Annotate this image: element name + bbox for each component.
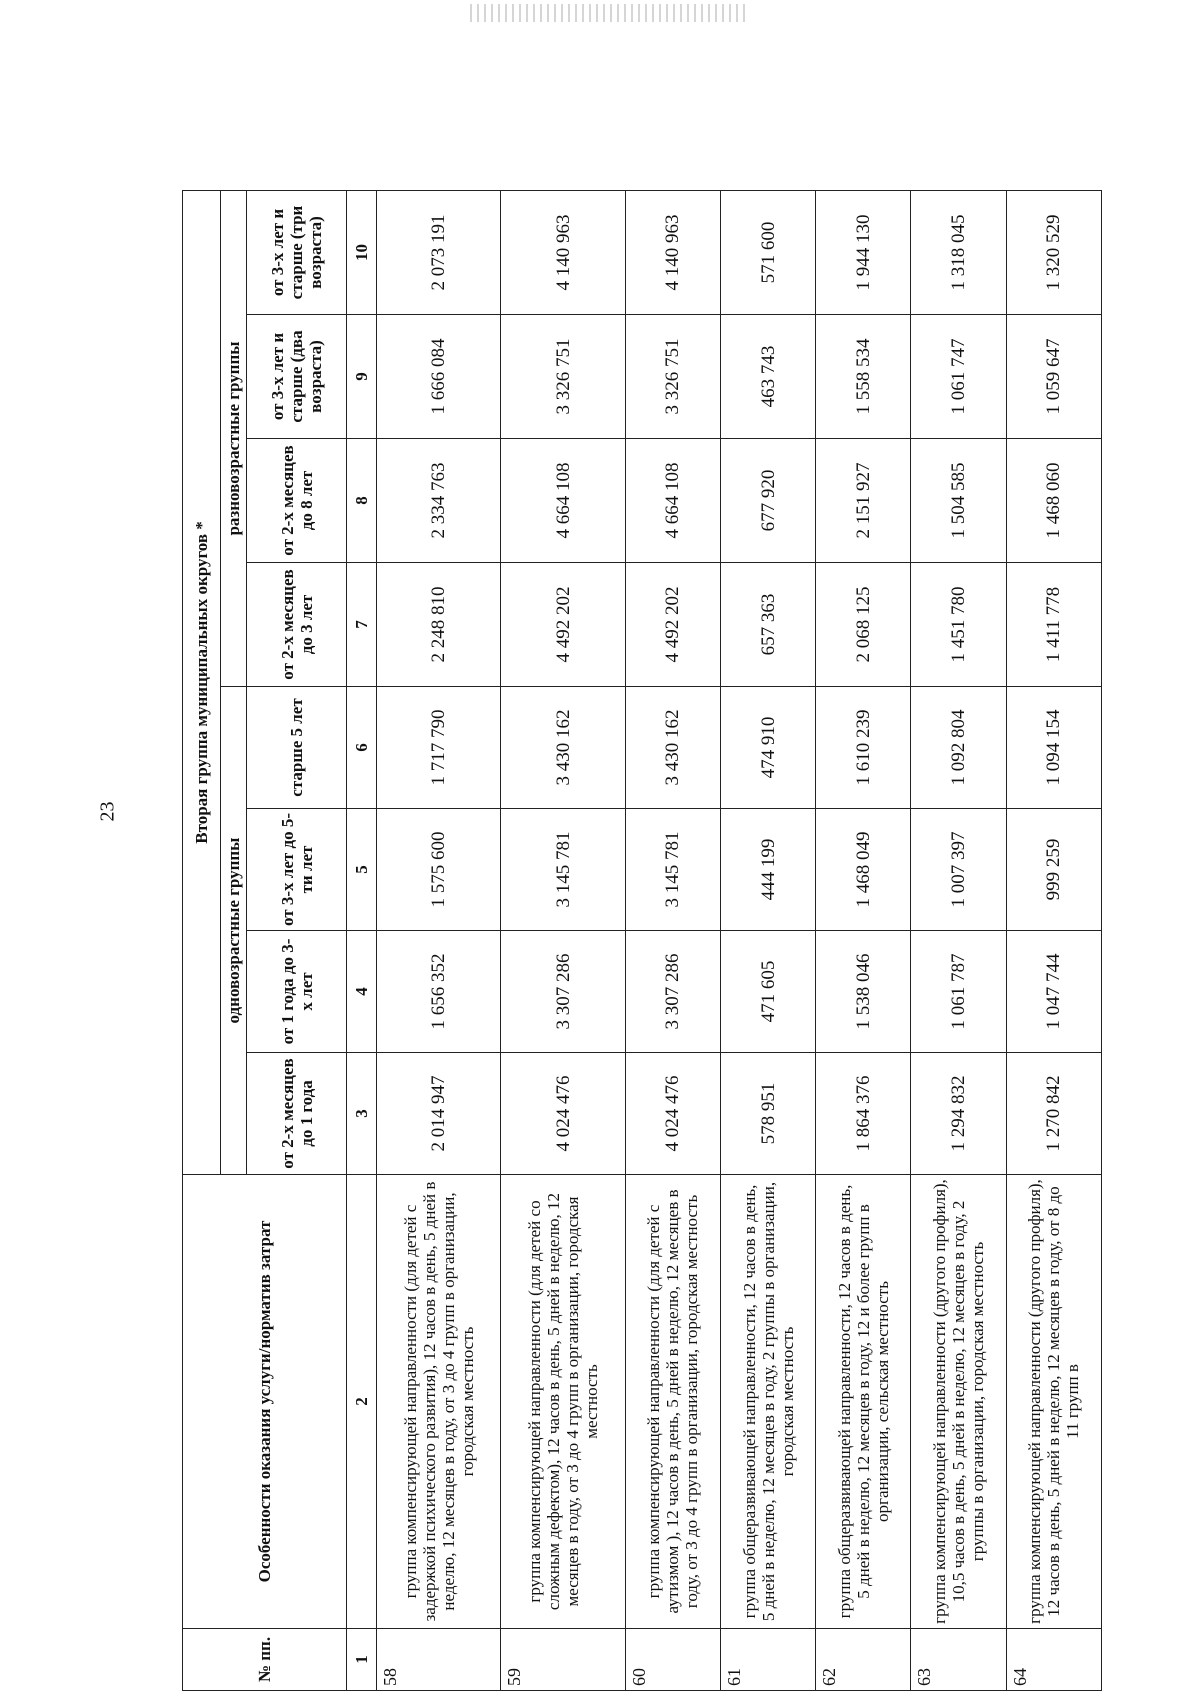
table-row (625, 190, 720, 1690)
header-group-title: Вторая группа муниципальных округов * (183, 190, 221, 1174)
value-cell: 4 492 202 (625, 563, 720, 687)
index-cell: 5 (347, 809, 377, 931)
value-cell: 3 326 751 (625, 315, 720, 439)
header-num: № пп. (183, 1629, 347, 1691)
index-cell: 3 (347, 1053, 377, 1175)
row-description: группа компенсирующей направленности (для детей с аутизмом ), 12 часов в день, 5 дней в неделю, 12 месяцев в году, от 3 до 4 групп в организации, городская местность (625, 1175, 720, 1629)
table-row (721, 190, 816, 1690)
header-mixed-age-groups: разновозрастные группы (221, 190, 247, 686)
table-row (377, 190, 501, 1690)
index-cell: 2 (347, 1175, 377, 1629)
value-cell: 1 047 744 (1006, 931, 1101, 1053)
value-cell: 3 430 162 (625, 687, 720, 809)
header-age-col: от 2-х месяцев до 1 года (247, 1053, 347, 1175)
value-cell: 4 664 108 (501, 439, 625, 563)
index-cell: 6 (347, 687, 377, 809)
value-cell: 1 666 084 (377, 315, 501, 439)
index-cell: 10 (347, 190, 377, 314)
header-age-col: от 3-х лет и старше (три возраста) (247, 190, 347, 314)
row-number: 60 (625, 1629, 720, 1691)
value-cell: 1 451 780 (911, 563, 1006, 687)
row-number: 59 (501, 1629, 625, 1691)
value-cell: 1 061 787 (911, 931, 1006, 1053)
value-cell: 2 073 191 (377, 190, 501, 314)
row-description: группа общеразвивающей направленности, 12 часов в день, 5 дней в неделю, 12 месяцев в году, 12 и более групп в организации, сельская местность (816, 1175, 911, 1629)
value-cell: 1 468 060 (1006, 439, 1101, 563)
value-cell: 2 334 763 (377, 439, 501, 563)
value-cell: 3 145 781 (501, 809, 625, 931)
value-cell: 471 605 (721, 931, 816, 1053)
header-age-col: старше 5 лет (247, 687, 347, 809)
value-cell: 1 007 397 (911, 809, 1006, 931)
value-cell: 4 024 476 (501, 1053, 625, 1175)
value-cell: 1 092 804 (911, 687, 1006, 809)
table-row (1006, 190, 1101, 1690)
value-cell: 4 140 963 (501, 190, 625, 314)
value-cell: 3 326 751 (501, 315, 625, 439)
value-cell: 3 307 286 (625, 931, 720, 1053)
value-cell: 578 951 (721, 1053, 816, 1175)
row-number: 58 (377, 1629, 501, 1691)
row-number: 63 (911, 1629, 1006, 1691)
row-description: группа общеразвивающей направленности, 12 часов в день, 5 дней в неделю, 12 месяцев в году, 2 группы в организации, городская местность (721, 1175, 816, 1629)
value-cell: 2 248 810 (377, 563, 501, 687)
value-cell: 1 059 647 (1006, 315, 1101, 439)
cost-norms-table (182, 190, 1102, 1691)
table-row (501, 190, 625, 1690)
value-cell: 1 061 747 (911, 315, 1006, 439)
value-cell: 3 307 286 (501, 931, 625, 1053)
value-cell: 1 864 376 (816, 1053, 911, 1175)
value-cell: 4 024 476 (625, 1053, 720, 1175)
value-cell: 4 492 202 (501, 563, 625, 687)
scan-noise (470, 4, 750, 22)
value-cell: 1 656 352 (377, 931, 501, 1053)
value-cell: 3 145 781 (625, 809, 720, 931)
value-cell: 1 294 832 (911, 1053, 1006, 1175)
value-cell: 1 610 239 (816, 687, 911, 809)
header-single-age-groups: одновозрастные группы (221, 687, 247, 1175)
row-number: 61 (721, 1629, 816, 1691)
value-cell: 1 504 585 (911, 439, 1006, 563)
value-cell: 474 910 (721, 687, 816, 809)
header-age-col: от 3-х лет и старше (два возраста) (247, 315, 347, 439)
value-cell: 444 199 (721, 809, 816, 931)
value-cell: 3 430 162 (501, 687, 625, 809)
value-cell: 1 717 790 (377, 687, 501, 809)
value-cell: 999 259 (1006, 809, 1101, 931)
table-row (816, 190, 911, 1690)
page-number: 23 (96, 801, 119, 822)
row-description: группа компенсирующей направленности (другого профиля), 10,5 часов в день, 5 дней в неделю, 12 месяцев в году, 2 группы в организации, городская местность (911, 1175, 1006, 1629)
value-cell: 1 558 534 (816, 315, 911, 439)
table-row (911, 190, 1006, 1690)
value-cell: 1 944 130 (816, 190, 911, 314)
value-cell: 1 320 529 (1006, 190, 1101, 314)
header-age-col: от 2-х месяцев до 8 лет (247, 439, 347, 563)
row-number: 62 (816, 1629, 911, 1691)
index-cell: 7 (347, 563, 377, 687)
header-age-col: от 1 года до 3-х лет (247, 931, 347, 1053)
rotated-table-sheet (182, 191, 1102, 1691)
value-cell: 1 575 600 (377, 809, 501, 931)
value-cell: 1 468 049 (816, 809, 911, 931)
header-age-col: от 3-х лет до 5-ти лет (247, 809, 347, 931)
value-cell: 1 318 045 (911, 190, 1006, 314)
value-cell: 571 600 (721, 190, 816, 314)
header-age-col: от 2-х месяцев до 3 лет (247, 563, 347, 687)
value-cell: 2 151 927 (816, 439, 911, 563)
value-cell: 1 538 046 (816, 931, 911, 1053)
row-description: группа компенсирующей направленности (для детей с задержкой психического развития), 12 часов в день, 5 дней в неделю, 12 месяцев в году, от 3 до 4 групп в организации, городская местность (377, 1175, 501, 1629)
value-cell: 463 743 (721, 315, 816, 439)
value-cell: 2 068 125 (816, 563, 911, 687)
row-description: группа компенсирующей направленности (другого профиля), 12 часов в день, 5 дней в неделю, 12 месяцев в году, от 8 до 11 групп в (1006, 1175, 1101, 1629)
value-cell: 4 140 963 (625, 190, 720, 314)
value-cell: 2 014 947 (377, 1053, 501, 1175)
value-cell: 1 094 154 (1006, 687, 1101, 809)
header-description: Особенности оказания услуги/норматив затрат (183, 1175, 347, 1629)
row-description: группа компенсирующей направленности (для детей со сложным дефектом), 12 часов в день, 5 дней в неделю, 12 месяцев в году, от 3 до 4 групп в организации, городская местность (501, 1175, 625, 1629)
index-cell: 4 (347, 931, 377, 1053)
value-cell: 1 411 778 (1006, 563, 1101, 687)
index-cell: 9 (347, 315, 377, 439)
index-cell: 8 (347, 439, 377, 563)
index-cell: 1 (347, 1629, 377, 1691)
value-cell: 1 270 842 (1006, 1053, 1101, 1175)
row-number: 64 (1006, 1629, 1101, 1691)
value-cell: 4 664 108 (625, 439, 720, 563)
value-cell: 657 363 (721, 563, 816, 687)
value-cell: 677 920 (721, 439, 816, 563)
